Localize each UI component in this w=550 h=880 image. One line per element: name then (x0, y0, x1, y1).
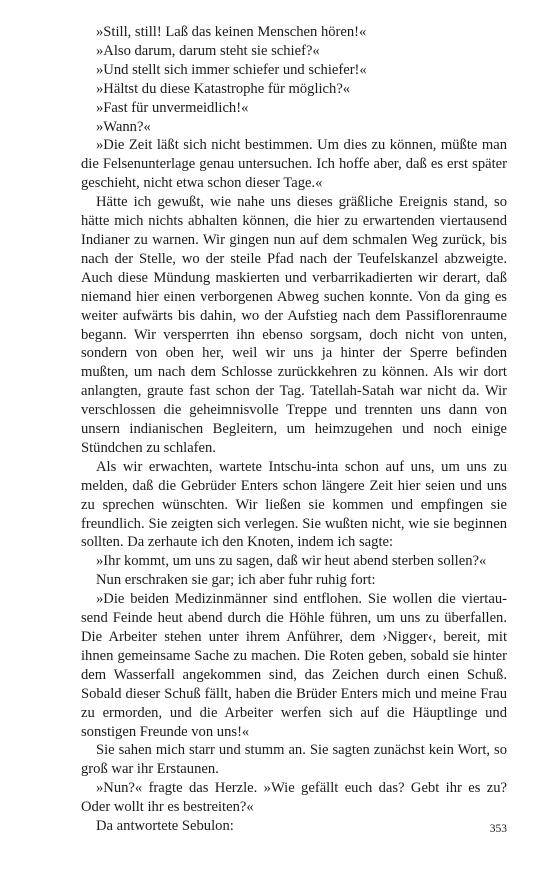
paragraph: »Still, still! Laß das keinen Menschen hören!« (96, 24, 367, 40)
paragraph: Nun erschraken sie gar; ich aber fuhr ruhig fort: (96, 572, 376, 589)
paragraph: »Die beiden Medizinmänner sind entflohen. Sie wollen die viertausend Feinde heut abend durch die Höhle führen, um uns zu überfallen. Die Arbeiter stehen unter ihrem Anführer, dem ›Nigger‹, bereit, mit ihnen gemeinsame Sache zu machen. Die Roten geben, sobald sie hinter dem Wasserfall angekommen sind, das Zeichen durch einen Schuß. Sobald dieser Schuß fällt, haben die Brüder Enters mich und meine Frau zu ermorden, und die Arbeiter werfen sich auf die Häuptlinge und sonstigen Freunde von uns!« (81, 591, 507, 740)
page-number: 353 (489, 823, 507, 835)
paragraph: »Und stellt sich immer schiefer und schiefer!« (96, 61, 367, 78)
paragraph: »Fast für unvermeidlich!« (96, 99, 249, 116)
paragraph: Da antwortete Sebulon: (96, 818, 234, 835)
paragraph: »Also darum, darum steht sie schief?« (96, 42, 320, 59)
paragraph: Als wir erwachten, wartete Intschu-inta schon auf uns, um uns zu melden, daß die Gebrüder Enters schon längere Zeit hier seien und uns zu sprechen wünschten. Wir ließen sie kommen und empfingen sie freundlich. Sie zeigten sich verlegen. Sie wußten nicht, wie sie beginnen sollten. Da zerhaute ich den Knoten, indem ich sagte: (81, 458, 507, 551)
paragraph: Hätte ich gewußt, wie nahe uns dieses gräßliche Ereignis stand, so hätte mich nichts abhalten können, die hier zu erwartenden viertausend Indianer zu warnen. Wir gingen nun auf dem schmalen Weg zurück, bis nach der Stelle, wo der steile Pfad nach der Teufelskanzel abzweigte. Auch diese Mündung maskierten und verbarrikadierten wir derart, daß niemand hier einen verborgenen Abweg suchen konnte. Von da ging es weiter aufwärts bis dahin, wo der Aufstieg nach dem Passiflorenraume begann. Wir versperrten ihn ebenso sorgsam, doch nicht von unten, sondern von oben her, weil wir uns ja hinter der Sperre befinden mußten, um nach dem Schlosse zurückkehren zu können. Als wir dort anlangten, graute fast schon der Tag. Tatellah-Satah war nicht da. Wir verschlossen die geheimnisvolle Treppe und trennten uns dann von unsern indianischen Begleitern, um heimzugehen und noch einige Stündchen zu schlafen. (81, 194, 507, 456)
paragraph: »Wann?« (96, 118, 151, 135)
paragraph: Sie sahen mich starr und stumm an. Sie sagten zunächst kein Wort, so groß war ihr Erstaunen. (81, 742, 507, 778)
book-page-text (81, 23, 507, 836)
paragraph: »Die Zeit läßt sich nicht bestimmen. Um dies zu können, müßte man die Felsenunterlage genau untersuchen. Ich hoffe aber, daß es erst später geschieht, nicht etwa schon dieser Tage.« (81, 137, 507, 192)
paragraph: »Hältst du diese Katastrophe für möglich?« (96, 80, 351, 97)
paragraph: »Ihr kommt, um uns zu sagen, daß wir heut abend sterben sollen?« (96, 553, 487, 570)
paragraph: »Nun?« fragte das Herzle. »Wie gefällt euch das? Gebt ihr es zu? Oder wollt ihr es bestreiten?« (81, 780, 507, 816)
